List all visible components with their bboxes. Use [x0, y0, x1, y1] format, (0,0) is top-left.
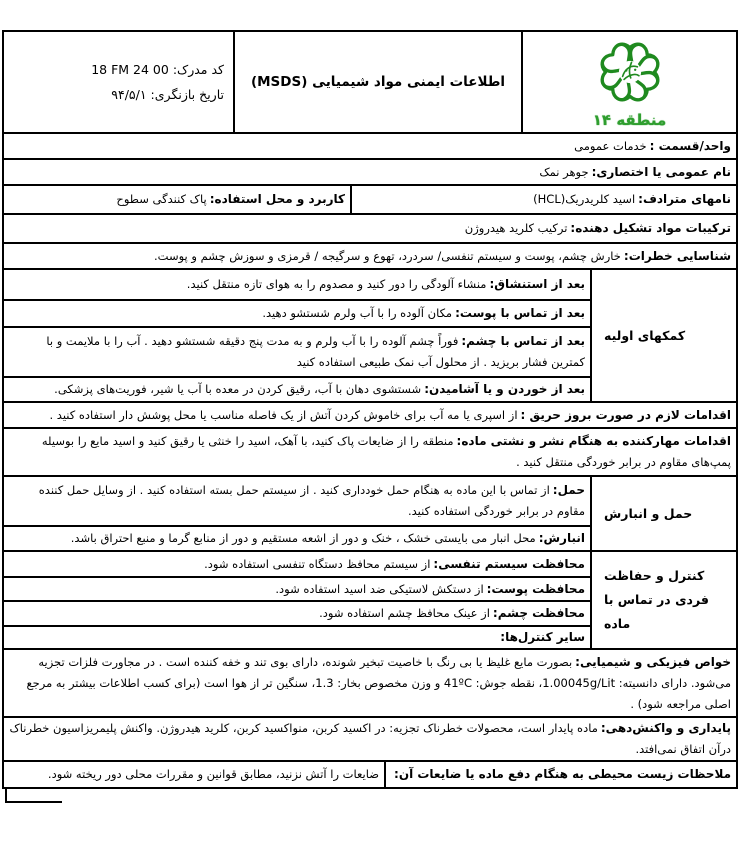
doc-code-label: کد مدرک:: [172, 62, 224, 77]
table-corner-artifact: [5, 789, 62, 803]
eye-contact-value: فوراً چشم آلوده را با آب ولرم و به مدت پنج دقیقه شستشو دهید . آب را با ملایمت و با کمترین فشار بریزید . از محلول آب نمک طبیعی استفاده کنید: [46, 334, 585, 370]
row-hazards: [4, 242, 736, 268]
hazards-value: خارش چشم، پوست و سیستم تنفسی/ سردرد، تهوع و سرگیجه / قرمزی و سوزش چشم و پوست.: [154, 248, 621, 263]
handling-label: حمل:: [552, 483, 585, 498]
cell-synonyms: [352, 186, 736, 213]
usage-value: پاک کنندگی سطوح: [116, 192, 207, 206]
skin-protection-label: محافظت پوست:: [486, 581, 585, 596]
row-eye-contact: [4, 326, 590, 376]
physical-properties-value: بصورت مایع غلیظ یا بی رنگ با خاصیت تبخیر شونده، دارای بوی تند و خفه کننده است . در مجاورت فلزات تجزیه می‌شود. دارای دانسیته: 1.00045g/Lit، نقطه جوش: 41ºC و وزن مخصوص بخار: 1.3، سنگین تر از هوا است (برای کسب اطلاعات بیشتر به مرجع اصلی مراجعه شود) .: [26, 655, 731, 711]
doc-code-value: 18 FM 24 00: [91, 62, 169, 77]
row-skin-contact: [4, 299, 590, 326]
row-spill-measures: [4, 427, 736, 475]
row-fire-measures: [4, 401, 736, 427]
spill-measures-value: منطقه را از ضایعات پاک کنید، با آهک، اسید را خنثی یا رقیق کنید و اسید مایع را بوسیله پمپ‌های مقاوم در برابر خوردگی منتقل کنید .: [41, 434, 731, 470]
row-ingestion: [4, 376, 590, 401]
personal-protection-group: [4, 550, 736, 648]
row-environmental-notes: [4, 760, 736, 787]
synonyms-label: نامهای مترادف:: [638, 192, 731, 206]
synonyms-value: اسید کلریدریک(HCL): [533, 192, 636, 206]
cell-usage: [4, 186, 352, 213]
row-synonyms-use: [4, 184, 736, 213]
environmental-notes-value-cell: [4, 762, 386, 787]
physical-properties-label: خواص فیزیکی و شیمیایی:: [575, 655, 731, 670]
composition-label: ترکیبات مواد تشکیل دهنده:: [570, 221, 731, 235]
inhalation-value: منشاء آلودگی را دور کنید و مصدوم را به هوای تازه منتقل کنید.: [186, 277, 487, 291]
row-respiratory-protection: [4, 552, 590, 576]
row-composition: [4, 213, 736, 242]
eye-contact-label: بعد از تماس با چشم:: [461, 334, 585, 349]
personal-protection-group-label: کنترل و حفاظت فردی در تماس با ماده: [590, 552, 736, 648]
respiratory-protection-value: از سیستم محافظ دستگاه تنفسی استفاده شود.: [204, 556, 431, 571]
common-name-value: جوهر نمک: [539, 164, 589, 179]
fire-measures-label: اقدامات لازم در صورت بروز حریق :: [520, 407, 731, 422]
row-unit: [4, 132, 736, 158]
review-date: [13, 87, 224, 102]
unit-label: واحد/قسمت :: [649, 138, 731, 153]
environmental-notes-label-cell: [386, 762, 736, 787]
municipality-logo-icon: [593, 35, 667, 109]
first-aid-group: [4, 268, 736, 401]
row-stability-reactivity: [4, 716, 736, 760]
row-skin-protection: [4, 576, 590, 600]
common-name-label: نام عمومی یا اختصاری:: [591, 164, 731, 179]
spill-measures-label: اقدامات مهارکننده به هنگام نشر و نشتی ماده:: [456, 434, 731, 449]
msds-table: [2, 30, 738, 789]
handling-storage-rows: [4, 477, 590, 550]
storage-value: محل انبار می بایستی خشک ، خنک و دور از اشعه مستقیم و دور از منابع گرما و منبع احتراق باشد.: [70, 531, 536, 545]
review-date-label: تاریخ بازنگری:: [150, 87, 224, 102]
row-storage: [4, 525, 590, 550]
skin-contact-label: بعد از تماس با پوست:: [455, 306, 585, 320]
environmental-notes-label: ملاحظات زیست محیطی به هنگام دفع ماده یا ضایعات آن:: [394, 767, 731, 781]
handling-value: از تماس با این ماده به هنگام حمل خودداری کنید . از سیستم حمل بسته استفاده کنید . از وسایل حمل کننده مقاوم در برابر خوردگی استفاده کنید.: [38, 483, 585, 519]
skin-protection-value: از دستکش لاستیکی ضد اسید استفاده شود.: [275, 581, 484, 596]
other-controls-label: سایر کنترل‌ها:: [500, 630, 585, 644]
document-title: اطلاعات ایمنی مواد شیمیایی (MSDS): [233, 32, 523, 132]
row-common-name: [4, 158, 736, 184]
stability-reactivity-value: ماده پایدار است، محصولات خطرناک تجزیه: در اکسید کربن، منواکسید کربن، کلرید هیدروژن. واکنش پلیمریزاسیون خطرناک درآن اتفاق نمی‌افتد.: [9, 721, 731, 757]
storage-label: انبارش:: [538, 531, 585, 545]
table-header: [4, 32, 736, 132]
hazards-label: شناسایی خطرات:: [623, 248, 731, 263]
usage-label: کاربرد و محل استفاده:: [209, 192, 345, 206]
respiratory-protection-label: محافظت سیستم تنفسی:: [433, 556, 585, 571]
unit-value: خدمات عمومی: [574, 138, 647, 153]
row-eye-protection: [4, 600, 590, 625]
composition-value: ترکیب کلرید هیدروژن: [464, 221, 568, 235]
first-aid-rows: [4, 270, 590, 401]
handling-storage-group-label: حمل و انبارش: [590, 477, 736, 550]
doc-code: [13, 62, 224, 77]
inhalation-label: بعد از استنشاق:: [489, 277, 585, 291]
environmental-notes-value: ضایعات را آتش نزنید، مطابق قوانین و مقررات محلی دور ریخته شود.: [47, 767, 380, 782]
row-other-controls: [4, 625, 590, 648]
eye-protection-value: از عینک محافظ چشم استفاده شود.: [319, 606, 490, 620]
district-label: منطقه ۱۴: [592, 111, 667, 129]
eye-protection-label: محافظت چشم:: [492, 606, 585, 620]
review-date-value: ۹۴/۵/۱: [111, 87, 147, 102]
row-inhalation: [4, 270, 590, 299]
logo-cell: [523, 32, 736, 132]
fire-measures-value: از اسپری یا مه آب برای خاموش کردن آتش از یک فاصله مناسب یا محل پوشش دار استفاده کنید .: [49, 407, 518, 422]
first-aid-group-label: کمکهای اولیه: [590, 270, 736, 401]
row-handling: [4, 477, 590, 525]
handling-storage-group: [4, 475, 736, 550]
msds-document: [0, 30, 740, 868]
row-physical-properties: [4, 648, 736, 716]
stability-reactivity-label: پایداری و واکنش‌دهی:: [600, 721, 731, 736]
code-cell: [4, 32, 233, 132]
personal-protection-rows: [4, 552, 590, 648]
ingestion-label: بعد از خوردن و یا آشامیدن:: [424, 382, 585, 396]
skin-contact-value: مکان آلوده را با آب ولرم شستشو دهید.: [262, 306, 453, 320]
ingestion-value: شستشوی دهان با آب، رقیق کردن در معده با آب یا شیر، فوریت‌های پزشکی.: [54, 382, 422, 396]
